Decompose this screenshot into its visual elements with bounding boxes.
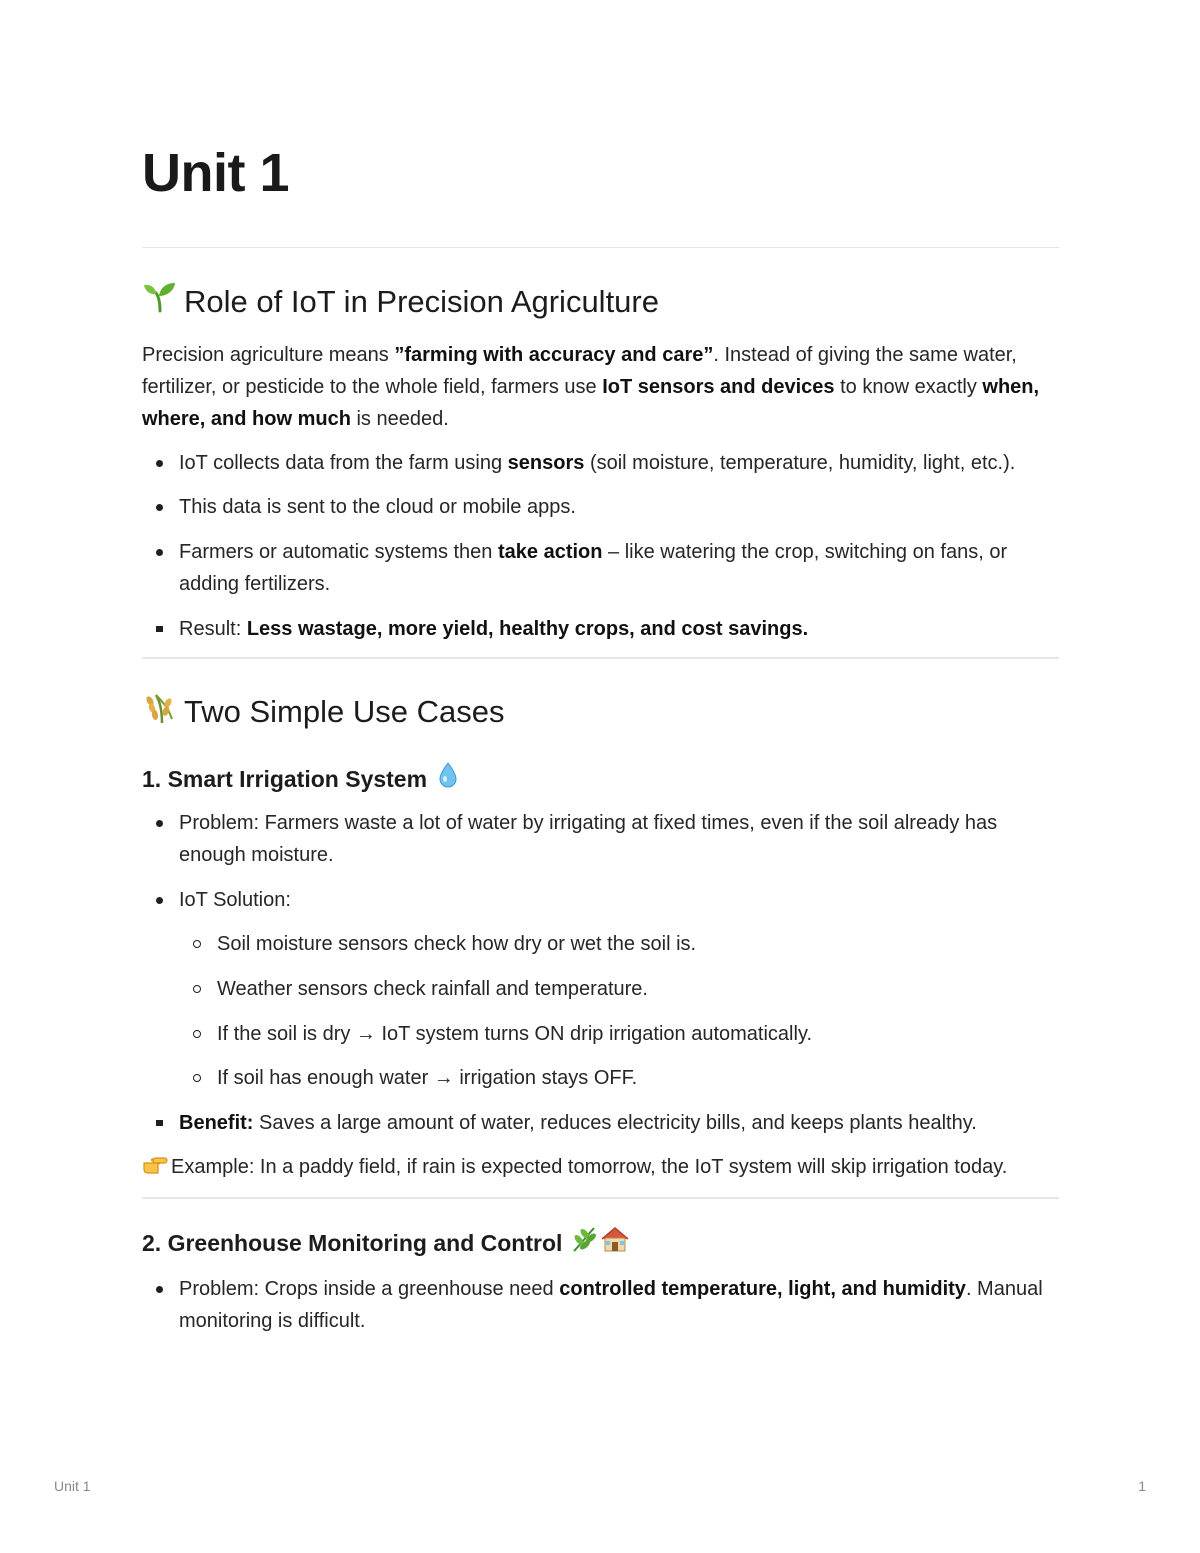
- list-item: Benefit: Saves a large amount of water, reduces electricity bills, and keeps plants healthy.: [142, 1107, 1059, 1139]
- rice-plant-icon: [142, 689, 178, 735]
- list-item: Problem: Crops inside a greenhouse need controlled temperature, light, and humidity. Manual monitoring is difficult.: [142, 1273, 1059, 1337]
- sub-list-item: If soil has enough water → irrigation stays OFF.: [180, 1062, 1059, 1094]
- herb-icon: [570, 1225, 598, 1261]
- section-divider: [142, 657, 1059, 659]
- list-item: IoT collects data from the farm using sensors (soil moisture, temperature, humidity, light, etc.).: [142, 447, 1059, 479]
- case1-heading: [142, 761, 1059, 797]
- case1-number: 1.: [142, 766, 168, 792]
- section-heading-text: Role of IoT in Precision Agriculture: [184, 284, 659, 319]
- list-item: This data is sent to the cloud or mobile apps.: [142, 491, 1059, 523]
- section-divider: [142, 1197, 1059, 1199]
- sub-list-item: Soil moisture sensors check how dry or wet the soil is.: [180, 928, 1059, 960]
- section-heading-text: Two Simple Use Cases: [184, 694, 505, 729]
- pointing-hand-icon: [142, 1154, 168, 1186]
- seedling-icon: [142, 279, 178, 325]
- droplet-icon: [437, 761, 459, 797]
- role-bullet-list: [142, 447, 1059, 645]
- section-heading-role-of-iot: [142, 279, 1059, 325]
- solution-sublist: [142, 928, 1059, 1094]
- footer-page-number: 1: [1138, 1478, 1146, 1494]
- list-item: Result: Less wastage, more yield, healthy crops, and cost savings.: [142, 613, 1059, 645]
- house-icon: [600, 1225, 630, 1261]
- example-text: Example: In a paddy field, if rain is expected tomorrow, the IoT system will skip irrigation today.: [171, 1156, 1008, 1178]
- section-heading-use-cases: [142, 689, 1059, 735]
- document-page: [142, 140, 1059, 1337]
- case2-title: Greenhouse Monitoring and Control: [167, 1230, 563, 1256]
- intro-paragraph: Precision agriculture means ”farming with accuracy and care”. Instead of giving the same water, fertilizer, or pesticide to the whole field, farmers use IoT sensors and devices to know exactly when, where, and how much is needed.: [142, 344, 1040, 430]
- sub-list-item: If the soil is dry → IoT system turns ON drip irrigation automatically.: [180, 1018, 1059, 1050]
- page-title: Unit 1: [142, 143, 290, 203]
- example-paragraph: [142, 1151, 1059, 1186]
- title-divider: [142, 247, 1059, 248]
- sub-list-item: Weather sensors check rainfall and temperature.: [180, 973, 1059, 1005]
- case2-heading: [142, 1225, 1059, 1261]
- case2-list: [142, 1273, 1059, 1337]
- case2-number: 2.: [142, 1230, 168, 1256]
- list-item: Farmers or automatic systems then take action – like watering the crop, switching on fans, or adding fertilizers.: [142, 536, 1059, 600]
- case1-list: [142, 807, 1059, 1139]
- case1-title: Smart Irrigation System: [167, 766, 428, 792]
- list-item: IoT Solution: Soil moisture sensors check how dry or wet the soil is. Weather sensors check rainfall and temperature. If the soil is dry → IoT system turns ON drip irrigation automatically. If soil has enough water → irrigation stays OFF.: [142, 884, 1059, 1094]
- list-item: Problem: Farmers waste a lot of water by irrigating at fixed times, even if the soil already has enough moisture.: [142, 807, 1059, 871]
- footer-document-title: Unit 1: [54, 1478, 91, 1494]
